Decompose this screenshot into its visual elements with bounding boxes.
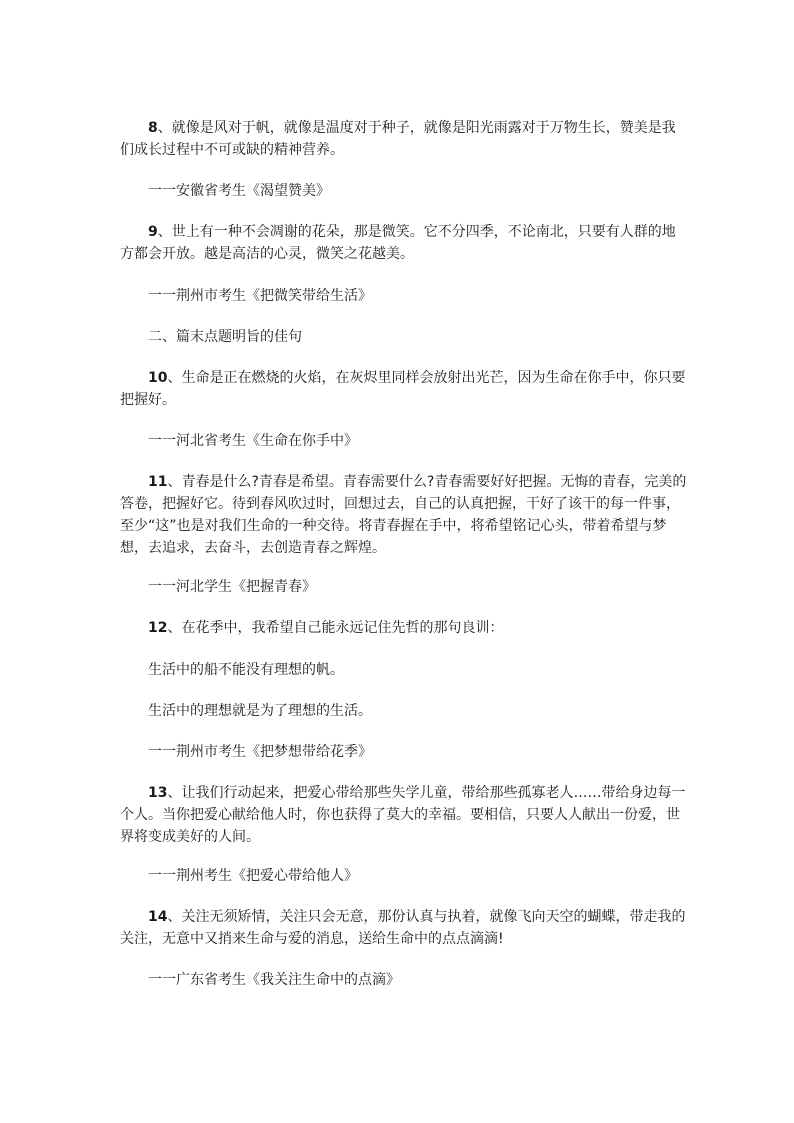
paragraph-text: 、让我们行动起来，把爱心带给那些失学儿童，带给那些孤寡老人……带给身边每一 xyxy=(167,785,686,801)
paragraph-9-line-2: 方都会开放。越是高洁的心灵，微笑之花越美。 xyxy=(120,246,414,262)
paragraph-8-line-1 xyxy=(148,118,676,138)
paragraph-11-line-3: 至少“这”也是对我们生命的一种交待。将青春握在手中，将希望铭记心头，带着希望与梦 xyxy=(120,518,667,534)
paragraph-text: 、世上有一种不会凋谢的花朵，那是微笑。它不分四季，不论南北，只要有人群的地 xyxy=(157,224,676,240)
paragraph-text: 、生命是正在燃烧的火焰，在灰烬里同样会放射出光芒，因为生命在你手中，你只要 xyxy=(167,370,686,386)
attribution-10: 一一河北省考生《生命在你手中》 xyxy=(148,433,358,449)
quote-line-1: 生活中的船不能没有理想的帆。 xyxy=(148,662,344,678)
quote-line-2: 生活中的理想就是为了理想的生活。 xyxy=(148,703,372,719)
paragraph-12-line-1 xyxy=(148,618,503,638)
item-number: 8 xyxy=(148,120,158,136)
attribution-11: 一一河北学生《把握青春》 xyxy=(148,579,316,595)
attribution-12: 一一荆州市考生《把梦想带给花季》 xyxy=(148,744,372,760)
paragraph-14-line-2: 关注，无意中又捎来生命与爱的消息，送给生命中的点点滴滴! xyxy=(120,931,504,947)
section-heading: 二、篇末点题明旨的佳句 xyxy=(148,329,302,345)
attribution-13: 一一荆州考生《把爱心带给他人》 xyxy=(148,868,358,884)
paragraph-9-line-1 xyxy=(148,222,676,242)
item-number: 14 xyxy=(148,909,168,925)
paragraph-13-line-1 xyxy=(148,783,685,803)
item-number: 13 xyxy=(148,785,168,801)
attribution-14: 一一广东省考生《我关注生命中的点滴》 xyxy=(148,972,400,988)
paragraph-text: 、关注无须矫情，关注只会无意，那份认真与执着，就像飞向天空的蝴蝶，带走我的 xyxy=(167,909,686,925)
item-number: 11 xyxy=(148,474,168,490)
paragraph-10-line-1 xyxy=(148,368,685,388)
attribution-9: 一一荆州市考生《把微笑带给生活》 xyxy=(148,288,372,304)
item-number: 12 xyxy=(148,620,168,636)
paragraph-8-line-2: 们成长过程中不可或缺的精神营养。 xyxy=(120,142,344,158)
paragraph-11-line-4: 想，去追求，去奋斗，去创造青春之辉煌。 xyxy=(120,540,386,556)
attribution-8: 一一安徽省考生《渴望赞美》 xyxy=(148,183,330,199)
paragraph-13-line-2: 个人。当你把爱心献给他人时，你也获得了莫大的幸福。要相信，只要人人献出一份爱，世 xyxy=(120,807,680,823)
paragraph-14-line-1 xyxy=(148,907,685,927)
paragraph-text: 、青春是什么?青春是希望。青春需要什么?青春需要好好把握。无悔的青春，完美的 xyxy=(167,474,687,490)
paragraph-text: 、就像是风对于帆，就像是温度对于种子，就像是阳光雨露对于万物生长，赞美是我 xyxy=(157,120,676,136)
paragraph-13-line-3: 界将变成美好的人间。 xyxy=(120,829,260,845)
paragraph-10-line-2: 把握好。 xyxy=(120,392,176,408)
paragraph-11-line-1 xyxy=(148,472,686,492)
paragraph-11-line-2: 答卷，把握好它。待到春风吹过时，回想过去，自己的认真把握，干好了该干的每一件事， xyxy=(120,496,680,512)
item-number: 10 xyxy=(148,370,168,386)
paragraph-text: 、在花季中，我希望自己能永远记住先哲的那句良训： xyxy=(167,620,504,636)
item-number: 9 xyxy=(148,224,158,240)
